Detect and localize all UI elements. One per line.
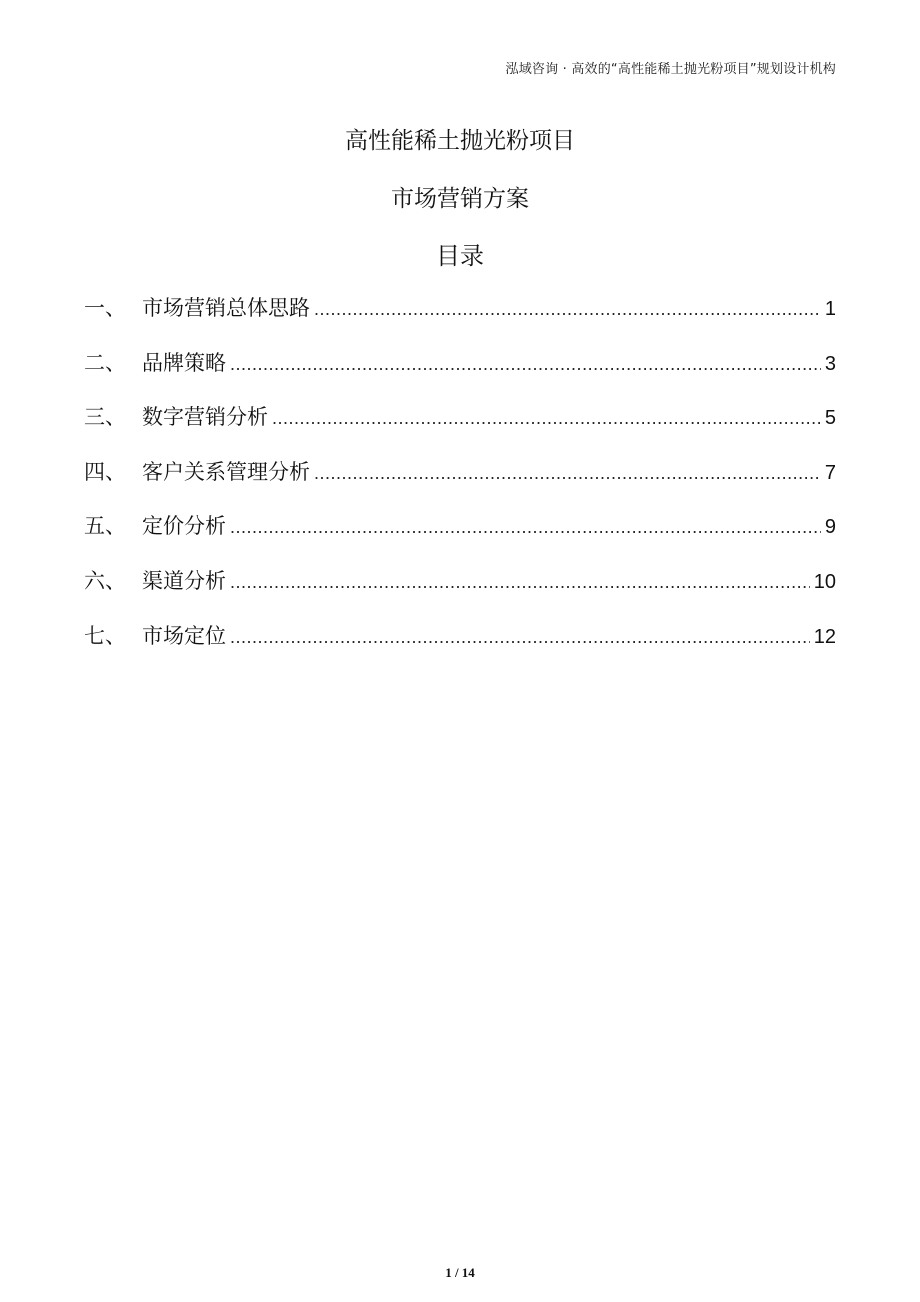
toc-entry-number: 二、	[84, 350, 126, 375]
toc-dot-leader	[314, 463, 821, 484]
toc-entry-title: 定价分析	[142, 514, 226, 539]
toc-entry-page: 3	[824, 352, 836, 375]
document-title: 高性能稀土抛光粉项目	[345, 128, 575, 154]
toc-entry-title: 渠道分析	[142, 568, 226, 593]
toc-dot-leader	[314, 299, 821, 320]
toc-entry-number: 七、	[84, 623, 126, 648]
toc-entry[interactable]	[84, 456, 836, 511]
toc-dot-leader	[230, 572, 810, 593]
toc-entry-title: 客户关系管理分析	[142, 459, 310, 484]
toc-dot-leader	[230, 354, 821, 375]
toc-entry[interactable]	[84, 565, 836, 620]
toc-entry[interactable]	[84, 620, 836, 675]
toc-entry-page: 12	[813, 625, 836, 648]
toc-entry[interactable]	[84, 401, 836, 456]
toc-entry[interactable]	[84, 292, 836, 347]
toc-entry-number: 三、	[84, 405, 126, 430]
document-subtitle: 市场营销方案	[391, 186, 529, 212]
toc-entry-title: 数字营销分析	[142, 405, 268, 430]
toc-entry[interactable]	[84, 510, 836, 565]
toc-entry-page: 7	[824, 461, 836, 484]
toc-entry-number: 一、	[84, 296, 126, 320]
toc-entry-page: 5	[824, 407, 836, 430]
toc-entry-page: 9	[824, 516, 836, 539]
toc-entry-title: 市场营销总体思路	[142, 296, 310, 320]
toc-entry-title: 品牌策略	[142, 350, 226, 375]
page-number: 1 / 14	[445, 1265, 475, 1280]
toc-entry-number: 五、	[84, 514, 126, 539]
table-of-contents	[84, 292, 836, 674]
toc-dot-leader	[272, 408, 821, 429]
page-header: 泓域咨询 · 高效的“高性能稀土抛光粉项目”规划设计机构	[505, 62, 836, 77]
toc-entry-page: 1	[824, 298, 836, 320]
toc-entry-number: 六、	[84, 568, 126, 593]
toc-entry-title: 市场定位	[142, 623, 226, 648]
toc-heading: 目录	[436, 242, 484, 270]
toc-dot-leader	[230, 627, 810, 648]
toc-entry-page: 10	[813, 570, 836, 593]
toc-entry-number: 四、	[84, 459, 126, 484]
toc-dot-leader	[230, 517, 821, 538]
toc-entry[interactable]	[84, 347, 836, 402]
